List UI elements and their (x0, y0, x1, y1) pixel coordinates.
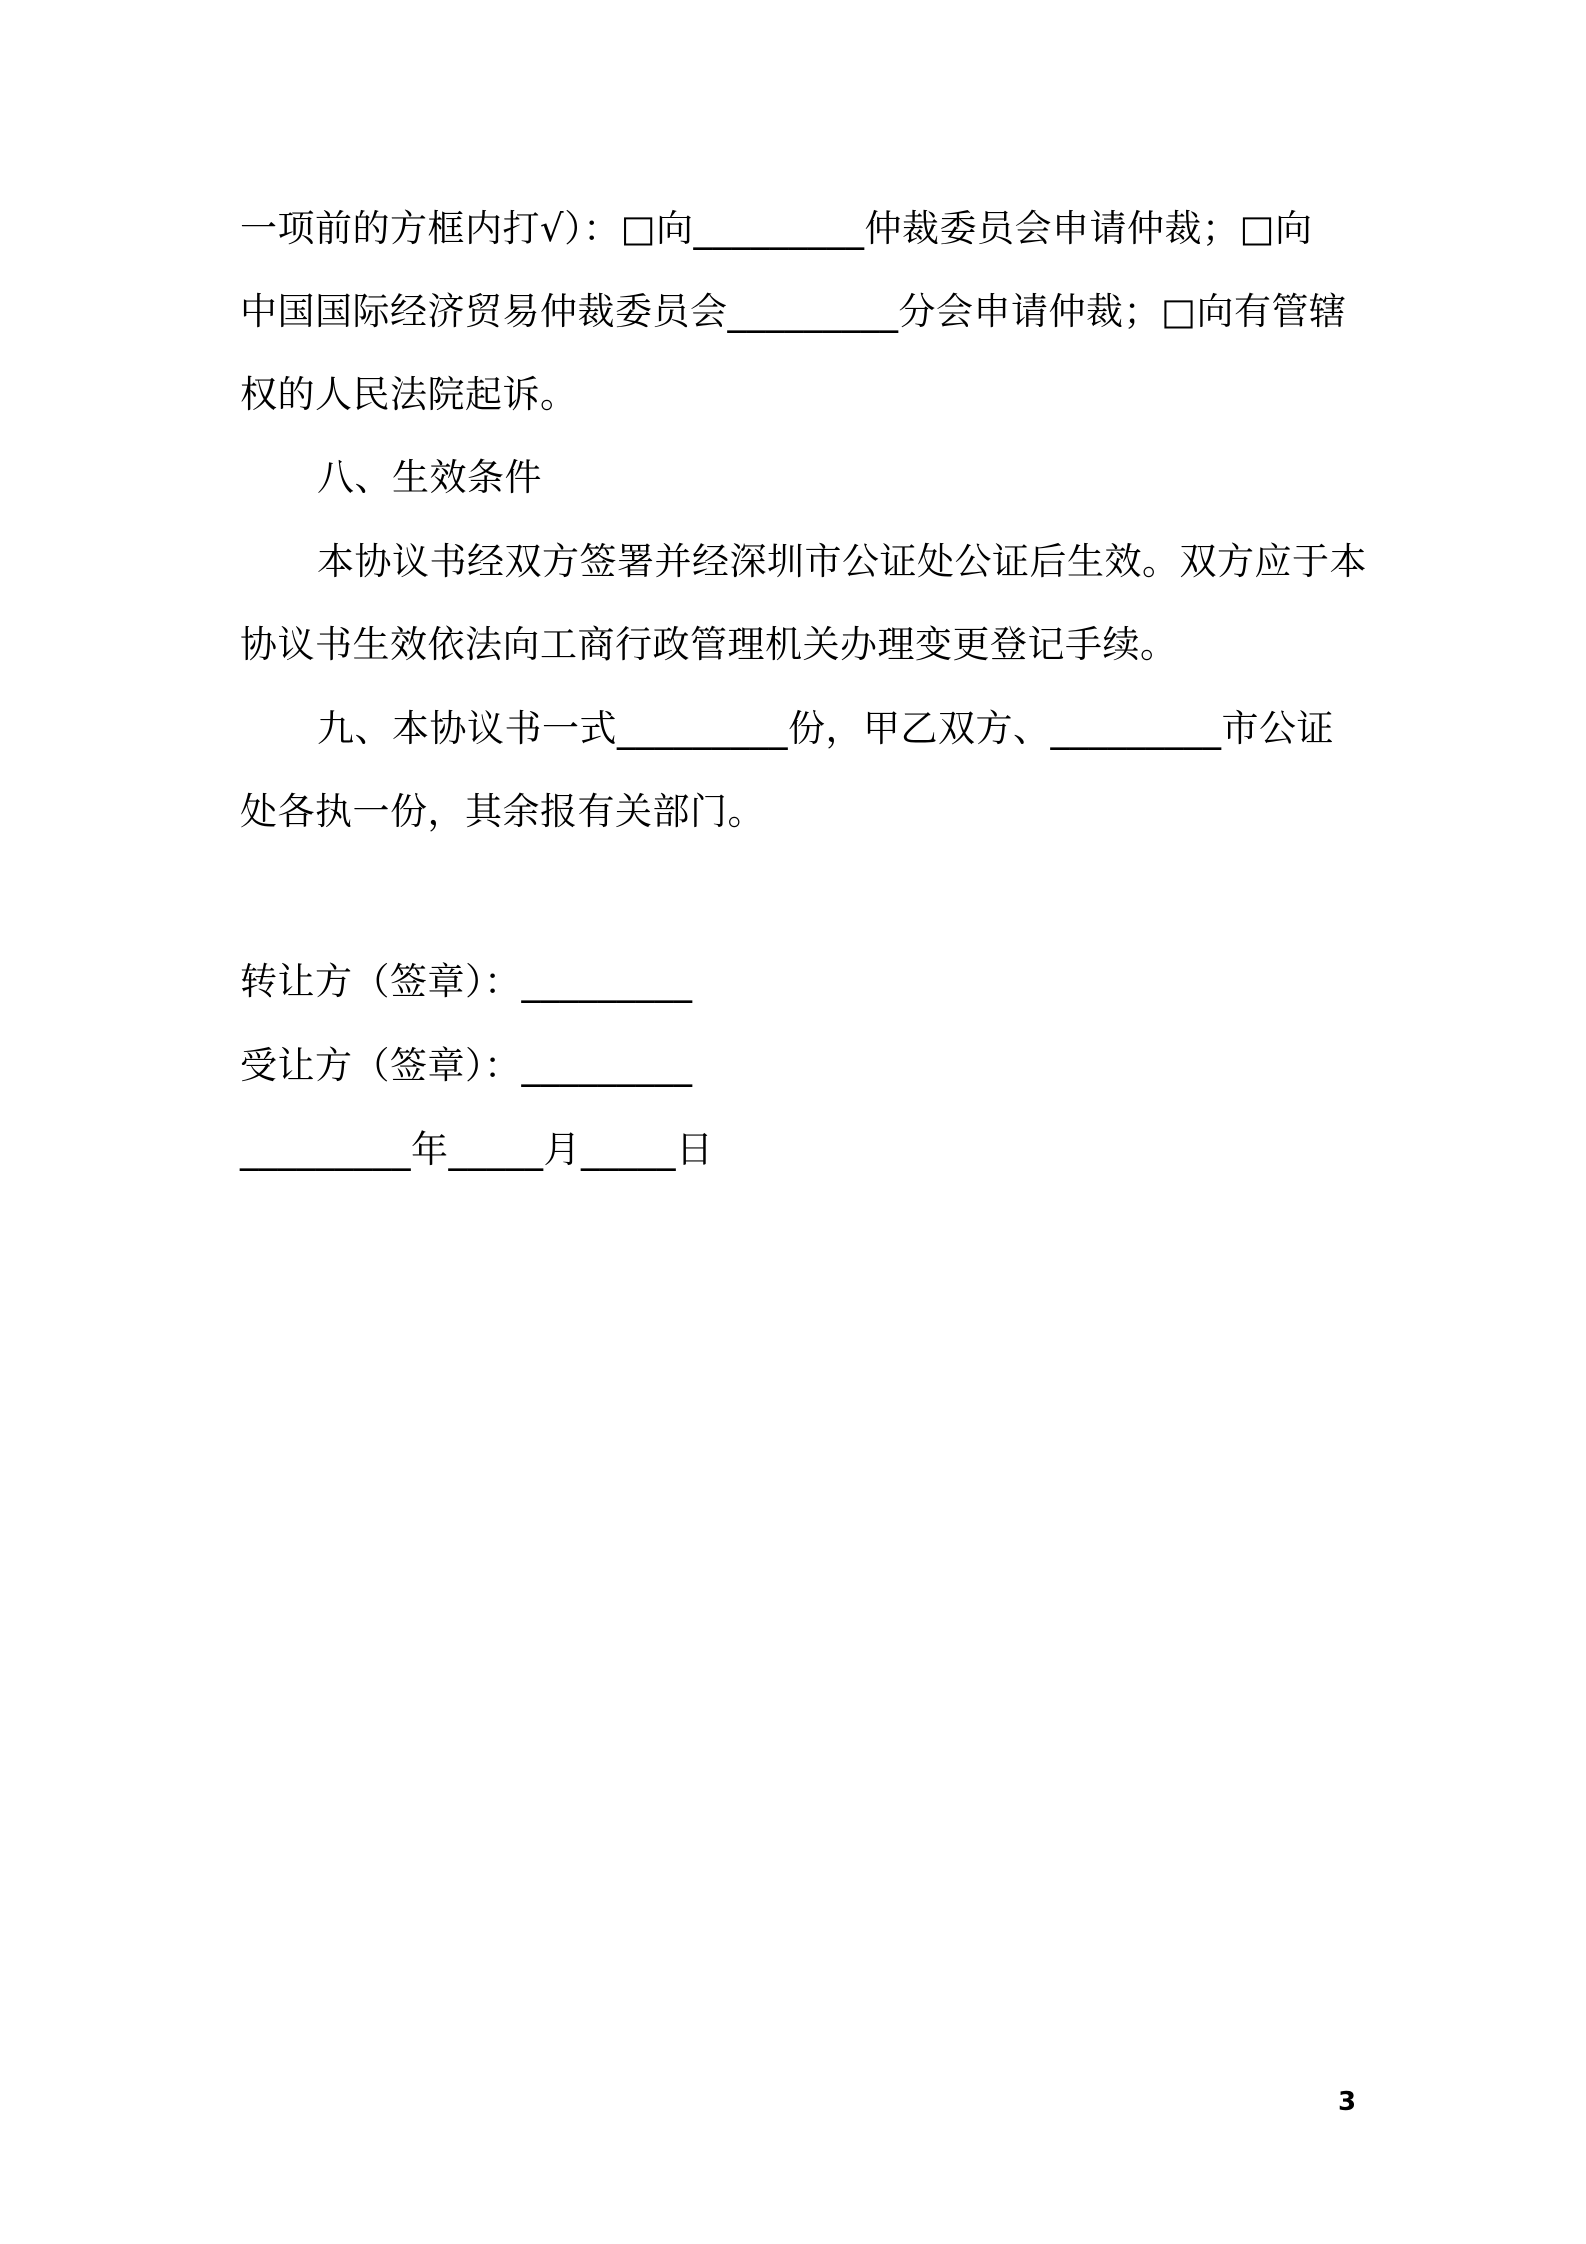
transferor-signature-line: 转让方（签章）：_________ (240, 960, 693, 1003)
dispute-resolution-line-1: 一项前的方框内打√）：□向_________仲裁委员会申请仲裁；□向 (240, 207, 1313, 250)
copies-clause-line-1: 九、本协议书一式_________份，甲乙双方、_________市公证 (317, 707, 1334, 750)
page-number: 3 (1338, 2087, 1357, 2117)
signing-date-line: _________年_____月_____日 (240, 1128, 714, 1171)
effective-conditions-line-1: 本协议书经双方签署并经深圳市公证处公证后生效。双方应于本 (317, 540, 1367, 583)
effective-conditions-line-2: 协议书生效依法向工商行政管理机关办理变更登记手续。 (240, 623, 1178, 666)
copies-clause-line-2: 处各执一份，其余报有关部门。 (240, 790, 765, 833)
section-heading-effective-conditions: 八、生效条件 (317, 456, 542, 499)
dispute-resolution-line-2: 中国国际经济贸易仲裁委员会_________分会申请仲裁；□向有管辖 (240, 290, 1347, 333)
transferee-signature-line: 受让方（签章）：_________ (240, 1044, 693, 1087)
dispute-resolution-line-3: 权的人民法院起诉。 (240, 373, 578, 416)
